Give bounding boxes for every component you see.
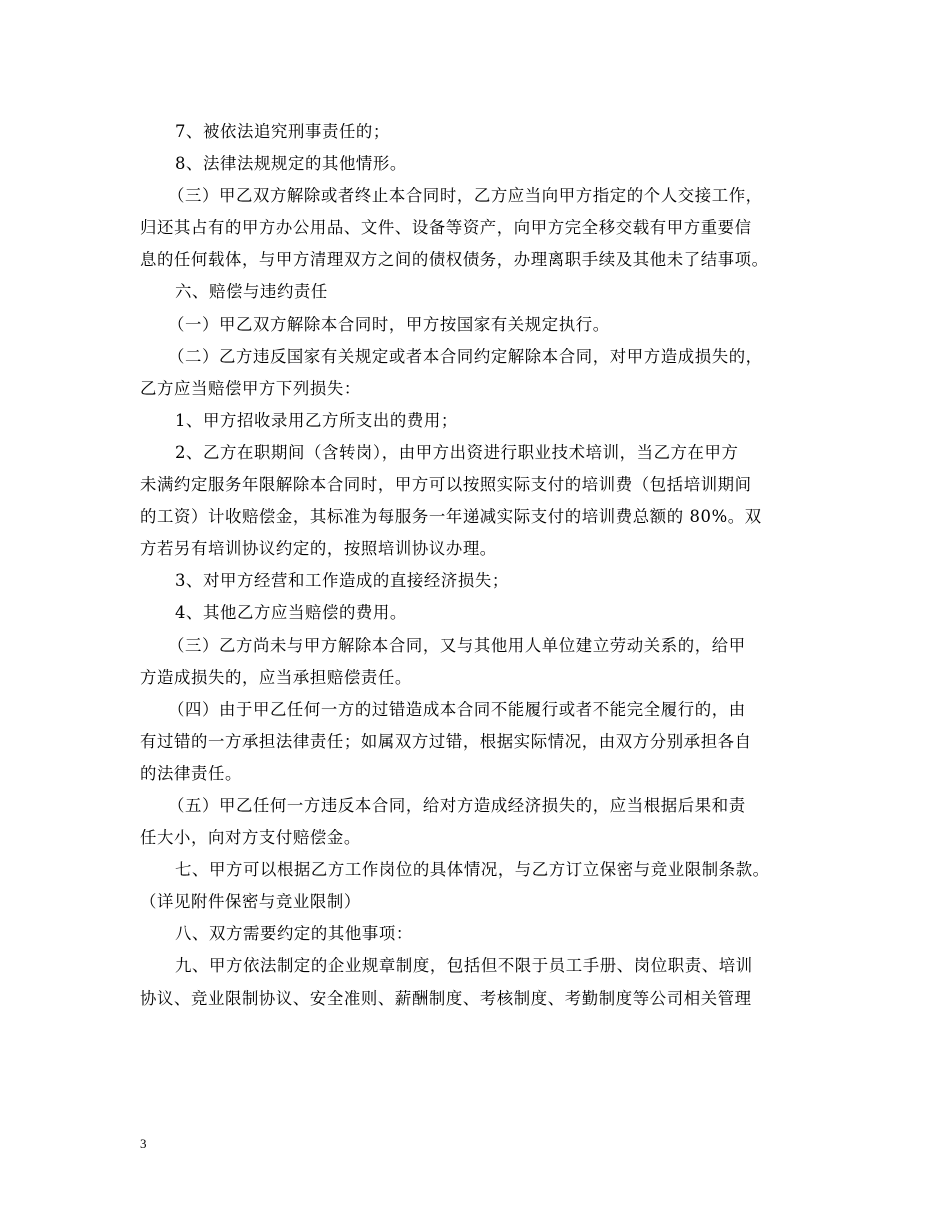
text-line: 方若另有培训协议约定的，按照培训协议办理。 (140, 539, 497, 559)
section-heading: 九、甲方依法制定的企业规章制度，包括但不限于员工手册、岗位职责、培训 (175, 956, 753, 976)
text-line: 2、乙方在职期间（含转岗），由甲方出资进行职业技术培训，当乙方在甲方 (175, 442, 739, 462)
text-line: 方造成损失的，应当承担赔偿责任。 (140, 667, 412, 687)
text-line: （详见附件保密与竞业限制） (140, 892, 361, 912)
text-line: 息的任何载体，与甲方清理双方之间的债权债务，办理离职手续及其他未了结事项。 (140, 250, 769, 270)
text-line: 8、法律法规规定的其他情形。 (175, 154, 407, 174)
text-line: 协议、竞业限制协议、安全准则、薪酬制度、考核制度、考勤制度等公司相关管理 (140, 988, 752, 1008)
text-line: 任大小，向对方支付赔偿金。 (140, 828, 361, 848)
text-line: 的法律责任。 (140, 763, 242, 783)
section-heading: 六、赔偿与违约责任 (175, 282, 328, 302)
text-line: 归还其占有的甲方办公用品、文件、设备等资产，向甲方完全移交载有甲方重要信 (140, 218, 752, 238)
document-body (140, 116, 820, 1015)
text-line: 的工资）计收赔偿金，其标准为每服务一年递减实际支付的培训费总额的 80%。双 (140, 507, 762, 527)
text-line: 乙方应当赔偿甲方下列损失： (140, 378, 361, 398)
text-line: 1、甲方招收录用乙方所支出的费用； (175, 410, 458, 430)
text-line: 4、其他乙方应当赔偿的费用。 (175, 603, 407, 623)
section-heading: 八、双方需要约定的其他事项： (175, 924, 413, 944)
text-line: 7、被依法追究刑事责任的； (175, 122, 390, 141)
text-line: 有过错的一方承担法律责任；如属双方过错，根据实际情况，由双方分别承担各自 (140, 731, 752, 751)
text-line: （二）乙方违反国家有关规定或者本合同约定解除本合同，对甲方造成损失的， (168, 346, 763, 366)
section-heading: 七、甲方可以根据乙方工作岗位的具体情况，与乙方订立保密与竞业限制条款。 (175, 860, 770, 880)
text-line: 3、对甲方经营和工作造成的直接经济损失； (175, 571, 509, 591)
page-number: 3 (140, 1136, 147, 1151)
text-line: （五）甲乙任何一方违反本合同，给对方造成经济损失的，应当根据后果和责 (168, 795, 746, 815)
text-line: （四）由于甲乙任何一方的过错造成本合同不能履行或者不能完全履行的，由 (168, 699, 746, 719)
text-line: 未满约定服务年限解除本合同时，甲方可以按照实际支付的培训费（包括培训期间 (140, 475, 752, 495)
text-line: （三）甲乙双方解除或者终止本合同时，乙方应当向甲方指定的个人交接工作， (168, 186, 763, 206)
text-line: （三）乙方尚未与甲方解除本合同，又与其他用人单位建立劳动关系的，给甲 (168, 635, 746, 655)
text-line: （一）甲乙双方解除本合同时，甲方按国家有关规定执行。 (168, 314, 610, 334)
